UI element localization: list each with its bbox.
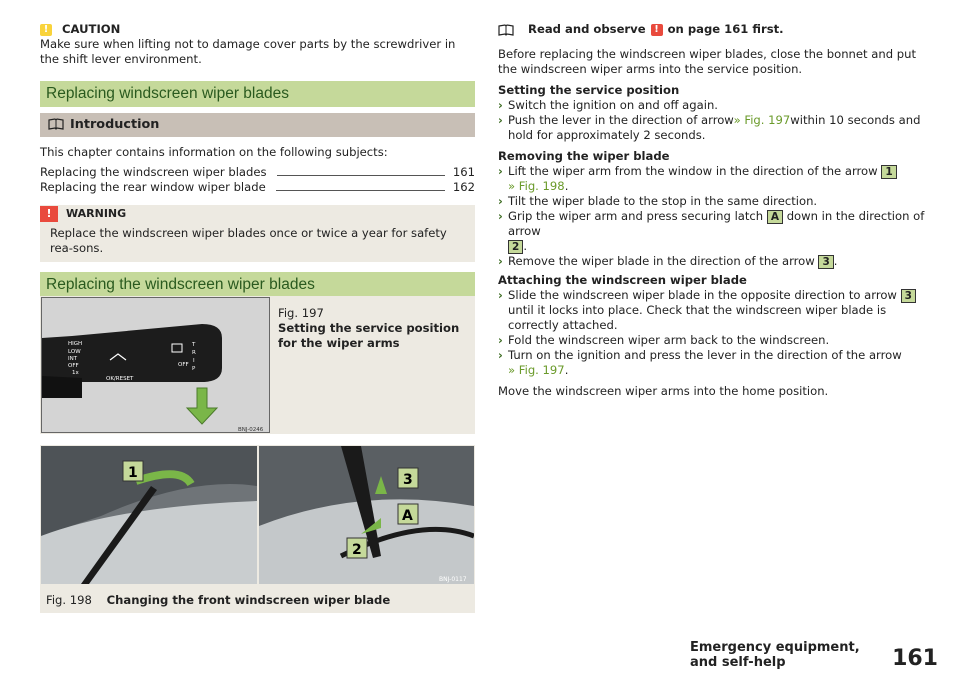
footer-chapter-title: Emergency equipment, and self-help [690, 640, 860, 670]
attaching-step [498, 333, 938, 348]
trip-letter-t: T [192, 342, 196, 348]
step-text-tail: within 10 seconds and hold for approximately 2 seconds. [508, 113, 921, 142]
chevron-right-icon: › [498, 113, 503, 127]
lever-label-int: INT [68, 356, 78, 362]
callout-2: 2 [352, 542, 362, 558]
chevron-right-icon: › [498, 194, 503, 208]
step-text-pre: Lift the wiper arm from the window in the direction of the arrow [508, 164, 878, 178]
figure-197 [40, 296, 475, 434]
removing-heading: Removing the wiper blade [498, 149, 670, 163]
lever-label-off-rear: OFF [178, 362, 189, 368]
right-column [498, 22, 938, 399]
step-text-pre: Remove the wiper blade in the direction of the arrow [508, 254, 815, 268]
figure-198-number: Fig. 198 [46, 593, 92, 607]
toc-page: 161 [452, 165, 475, 179]
removing-step [498, 164, 938, 194]
book-icon [498, 24, 514, 36]
attaching-step [498, 348, 938, 378]
setting-step [498, 98, 938, 113]
chevron-right-icon: › [498, 348, 503, 362]
removing-step [498, 254, 938, 269]
toc-page: 162 [452, 180, 475, 194]
step-text: Switch the ignition on and off again. [508, 98, 718, 112]
removing-step [498, 209, 938, 254]
wiper-lever-illustration [42, 298, 270, 433]
toc-entry[interactable] [40, 165, 475, 180]
toc-label: Replacing the rear window wiper blade [40, 180, 266, 194]
callout-badge-3: 3 [818, 255, 833, 269]
fig-197-link[interactable]: » Fig. 197 [508, 363, 565, 377]
left-column [40, 0, 475, 298]
step-text: Fold the windscreen wiper arm back to the windscreen. [508, 333, 830, 347]
caution-title: CAUTION [62, 22, 121, 36]
chevron-right-icon: › [498, 209, 503, 223]
chevron-right-icon: › [498, 288, 503, 302]
section-heading-replacing-windscreen-wiper-blades: Replacing the windscreen wiper blades [40, 272, 475, 298]
figure-198-image [41, 446, 474, 584]
step-text-pre: Turn on the ignition and press the lever in the direction of the arrow [508, 348, 902, 362]
lever-label-off: OFF [68, 363, 79, 369]
page-number: 161 [892, 646, 938, 671]
figure-198-caption [46, 593, 390, 608]
warning-text: Replace the windscreen wiper blades once or twice a year for safety rea-sons. [50, 226, 447, 255]
step-text-pre: Grip the wiper arm and press securing latch [508, 209, 764, 223]
chevron-right-icon: › [498, 254, 503, 268]
step-text-pre: Slide the windscreen wiper blade in the opposite direction to arrow [508, 288, 897, 302]
setting-step [498, 113, 938, 143]
figure-code: BNJ-0246 [238, 427, 264, 433]
trip-letter-i: I [193, 358, 195, 364]
callout-badge-3: 3 [901, 289, 916, 303]
step-text: Grip the wiper arm and press securing latch A down in the direction of arrow 2 . [508, 209, 925, 253]
callout-3: 3 [403, 472, 413, 488]
read-observe-post: on page 161 first. [667, 22, 784, 36]
lever-label-1x: 1x [72, 370, 79, 376]
introduction-title: Introduction [70, 117, 160, 132]
attaching-heading: Attaching the windscreen wiper blade [498, 273, 747, 287]
step-text: Tilt the wiper blade to the stop in the same direction. [508, 194, 818, 208]
step-text [508, 288, 938, 333]
step-text: Remove the wiper blade in the direction of the arrow 3 . [508, 254, 838, 268]
fig-198-link[interactable]: » Fig. 198 [508, 179, 565, 193]
step-text-pre: Push the lever in the direction of arrow [508, 113, 734, 127]
step-text-mid: down in the direction of arrow [508, 209, 925, 238]
final-paragraph: Move the windscreen wiper arms into the home position. [498, 384, 829, 398]
removing-step [498, 194, 938, 209]
caution-text: Make sure when lifting not to damage cover parts by the screwdriver in the shift lever environment. [40, 37, 456, 66]
caution-heading [40, 22, 475, 37]
figure-197-image [41, 297, 270, 433]
callout-a: A [402, 508, 413, 524]
toc-leader-line [277, 175, 445, 176]
page-footer [690, 640, 938, 670]
read-observe-pre: Read and observe [528, 22, 646, 36]
callout-badge-1: 1 [881, 165, 896, 179]
section-heading-replacing-wiper-blades: Replacing windscreen wiper blades [40, 81, 475, 107]
step-text: Lift the wiper arm from the window in the direction of the arrow 1 » Fig. 198. [508, 164, 897, 194]
trip-letter-p: P [192, 366, 196, 372]
fig-197-link[interactable]: » Fig. 197 [733, 113, 791, 127]
warning-icon: ! [651, 24, 663, 36]
chevron-right-icon: › [498, 333, 503, 347]
figure-198 [40, 445, 475, 613]
setting-heading: Setting the service position [498, 83, 680, 97]
book-icon [48, 118, 64, 130]
read-observe-line [498, 22, 938, 37]
figure-197-number: Fig. 197 [278, 306, 324, 320]
trip-letter-r: R [192, 350, 196, 356]
toc-leader-line [276, 190, 445, 191]
introduction-heading [40, 113, 475, 137]
lever-label-high: HIGH [68, 341, 83, 347]
warning-title: WARNING [66, 207, 127, 220]
step-text [508, 113, 938, 143]
callout-badge-2: 2 [508, 240, 523, 254]
callout-1: 1 [128, 465, 138, 481]
chevron-right-icon: › [498, 164, 503, 178]
introduction-lead: This chapter contains information on the following subjects: [40, 145, 388, 159]
figure-197-title: Setting the service position for the wiper arms [278, 321, 460, 350]
callout-badge-a: A [767, 210, 783, 224]
step-text: Turn on the ignition and press the lever in the direction of the arrow » Fig. 197. [508, 348, 902, 377]
wiper-blade-illustration [41, 446, 474, 584]
attaching-step [498, 288, 938, 333]
figure-code: BNJ-0117 [439, 576, 467, 583]
figure-198-title: Changing the front windscreen wiper blade [106, 593, 391, 607]
warning-box [40, 205, 475, 262]
toc-entry[interactable] [40, 180, 475, 195]
intro-paragraph: Before replacing the windscreen wiper blades, close the bonnet and put the windscreen wiper arms into the service position. [498, 47, 917, 76]
warning-icon: ! [40, 24, 52, 36]
chevron-right-icon: › [498, 98, 503, 112]
toc-label: Replacing the windscreen wiper blades [40, 165, 267, 179]
lever-label-reset: OK/RESET [106, 376, 134, 382]
warning-heading [40, 205, 475, 223]
lever-label-low: LOW [68, 349, 81, 355]
warning-icon: ! [40, 206, 58, 222]
figure-197-caption [278, 306, 468, 351]
step-text-tail: until it locks into place. Check that the windscreen wiper blade is correctly attached. [508, 303, 887, 332]
